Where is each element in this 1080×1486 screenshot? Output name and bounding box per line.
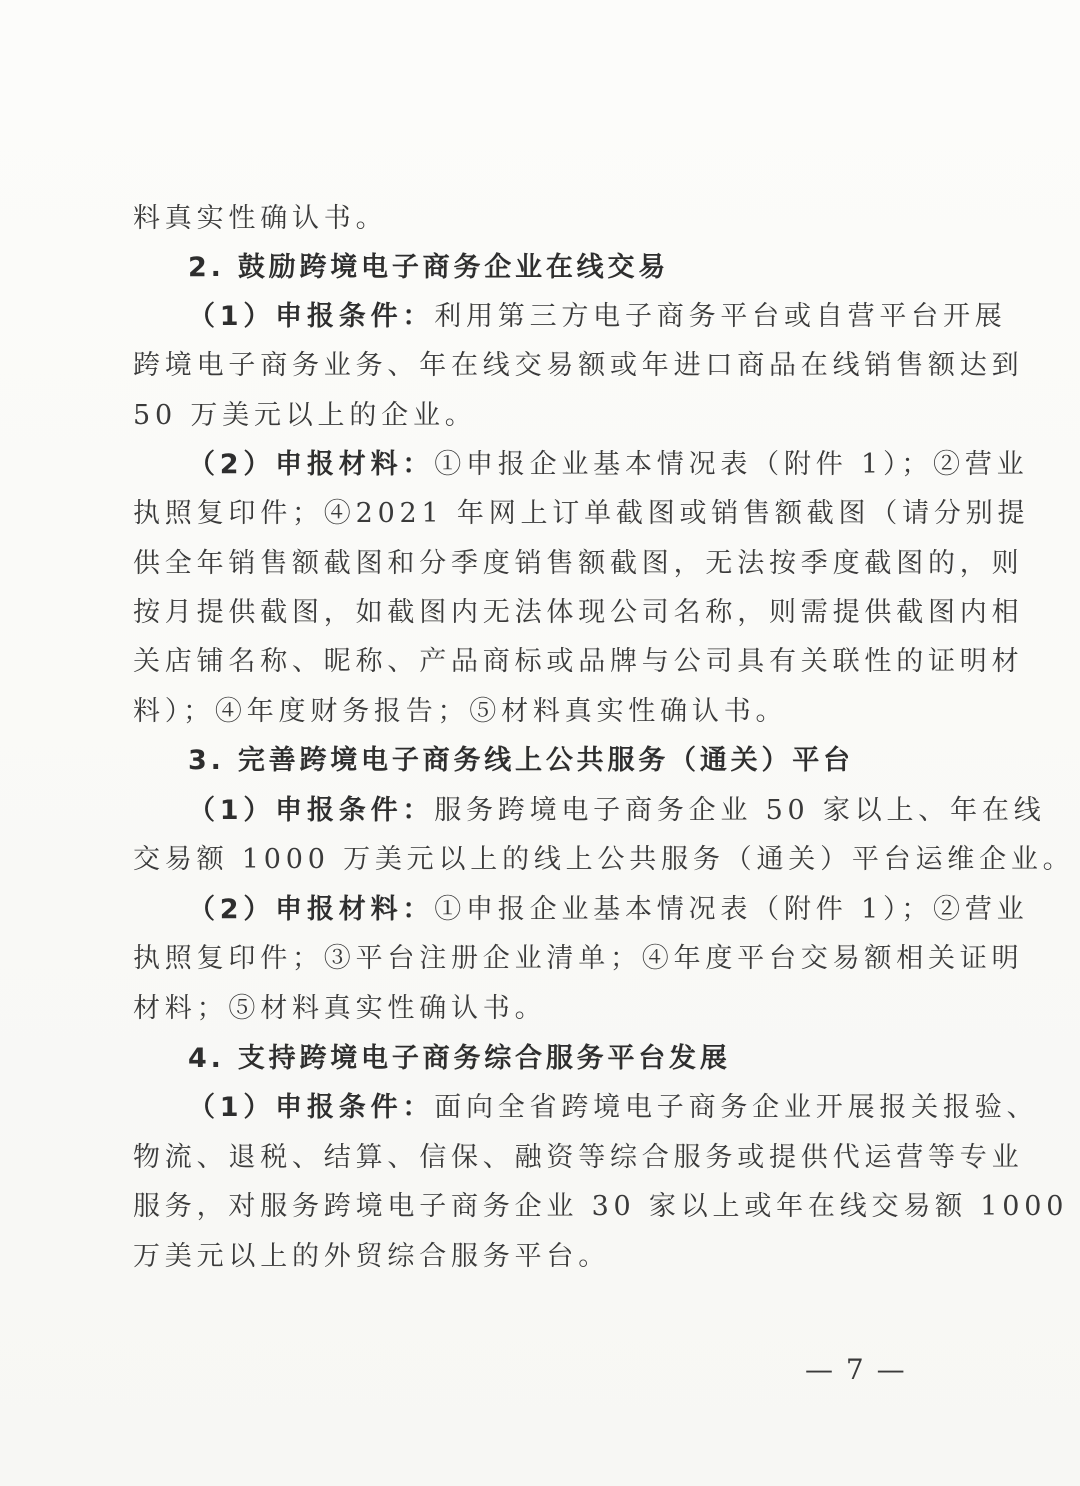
condition-label: （1）申报条件： bbox=[188, 301, 435, 332]
materials-paragraph bbox=[188, 445, 1029, 485]
condition-paragraph bbox=[188, 297, 1007, 337]
body-line: 执照复印件；③平台注册企业清单；④年度平台交易额相关证明 bbox=[133, 943, 1024, 974]
materials-label: （2）申报材料： bbox=[188, 894, 435, 925]
body-line: 执照复印件；④2021 年网上订单截图或销售额截图（请分别提 bbox=[133, 498, 1030, 529]
materials-paragraph bbox=[188, 890, 1029, 930]
body-line: 交易额 1000 万美元以上的线上公共服务（通关）平台运维企业。 bbox=[133, 844, 1075, 875]
section-heading-3: 3. 完善跨境电子商务线上公共服务（通关）平台 bbox=[188, 745, 854, 776]
body-line: 料真实性确认书。 bbox=[133, 203, 388, 234]
body-line: 料）；④年度财务报告；⑤材料真实性确认书。 bbox=[133, 696, 788, 727]
body-line: 50 万美元以上的企业。 bbox=[133, 400, 477, 431]
body-line: 跨境电子商务业务、年在线交易额或年进口商品在线销售额达到 bbox=[133, 350, 1024, 381]
body-line: 供全年销售额截图和分季度销售额截图，无法按季度截图的，则 bbox=[133, 548, 1024, 579]
body-text: 面向全省跨境电子商务企业开展报关报验、 bbox=[434, 1092, 1039, 1123]
section-heading-4: 4. 支持跨境电子商务综合服务平台发展 bbox=[188, 1043, 731, 1074]
body-text: ①申报企业基本情况表（附件 1）；②营业 bbox=[434, 894, 1029, 925]
body-line: 按月提供截图，如截图内无法体现公司名称，则需提供截图内相 bbox=[133, 597, 1024, 628]
condition-paragraph bbox=[188, 791, 1046, 831]
body-line: 万美元以上的外贸综合服务平台。 bbox=[133, 1241, 610, 1272]
body-line: 材料；⑤材料真实性确认书。 bbox=[133, 993, 547, 1024]
body-line: 关店铺名称、昵称、产品商标或品牌与公司具有关联性的证明材 bbox=[133, 646, 1024, 677]
condition-label: （1）申报条件： bbox=[188, 795, 435, 826]
section-heading-2: 2. 鼓励跨境电子商务企业在线交易 bbox=[188, 252, 670, 283]
body-line: 物流、退税、结算、信保、融资等综合服务或提供代运营等专业 bbox=[133, 1142, 1024, 1173]
body-text: 利用第三方电子商务平台或自营平台开展 bbox=[434, 301, 1007, 332]
body-text: ①申报企业基本情况表（附件 1）；②营业 bbox=[434, 449, 1029, 480]
body-line: 服务，对服务跨境电子商务企业 30 家以上或年在线交易额 1000 bbox=[133, 1191, 1069, 1222]
page-number: — 7 — bbox=[805, 1353, 907, 1386]
materials-label: （2）申报材料： bbox=[188, 449, 435, 480]
condition-label: （1）申报条件： bbox=[188, 1092, 435, 1123]
condition-paragraph bbox=[188, 1088, 1039, 1128]
body-text: 服务跨境电子商务企业 50 家以上、年在线 bbox=[434, 795, 1046, 826]
